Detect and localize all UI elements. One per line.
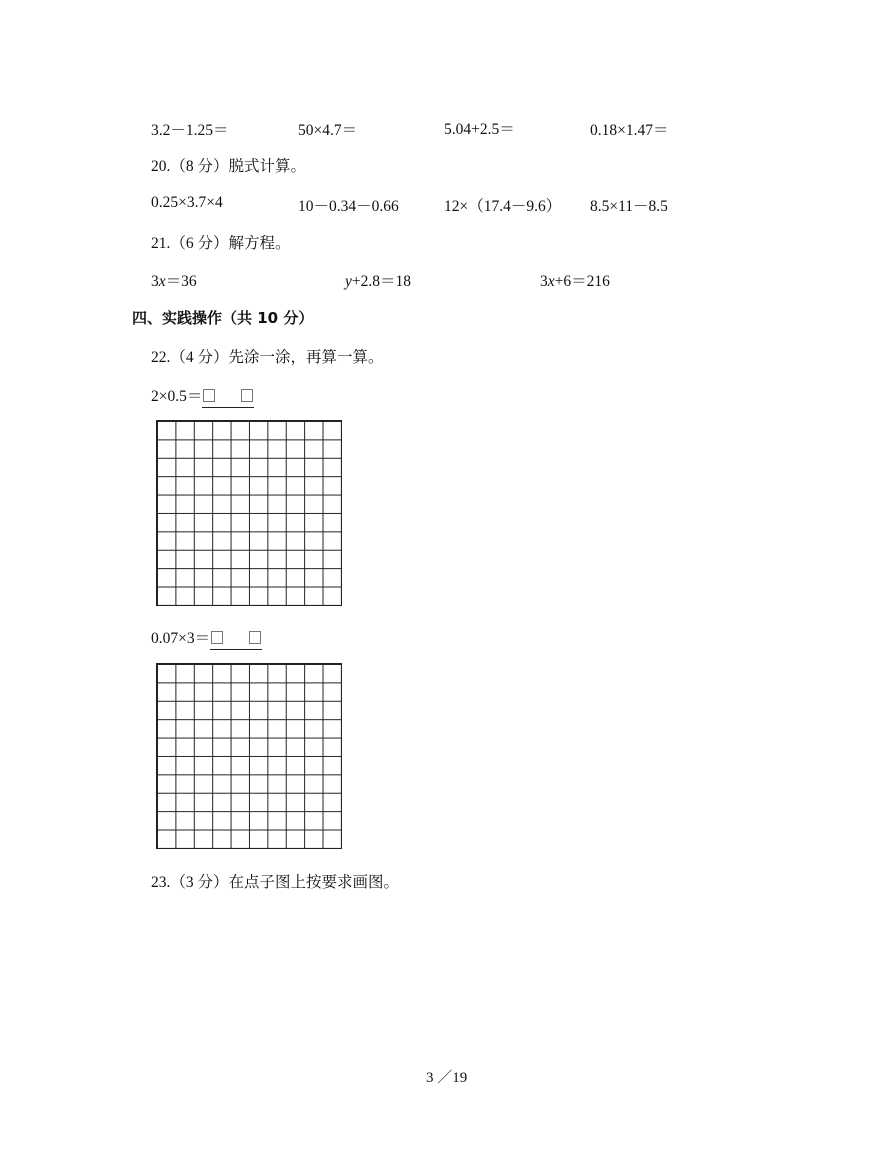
hundred-grid-1[interactable] xyxy=(156,420,342,606)
question-22: 22.（4 分）先涂一涂，再算一算。 xyxy=(151,349,384,366)
question-20: 20.（8 分）脱式计算。 xyxy=(151,158,307,175)
answer-blank-1[interactable] xyxy=(202,388,254,408)
expression-2: 0.07×3＝ xyxy=(151,626,262,650)
calc-item-2: 50×4.7＝ xyxy=(298,122,358,139)
page-number: 3 ／19 xyxy=(426,1070,468,1086)
hundred-grid-2[interactable] xyxy=(156,663,342,849)
calc-item-3: 5.04+2.5＝ xyxy=(444,121,515,138)
calc-item-4: 0.18×1.47＝ xyxy=(590,122,669,139)
stepwise-item-3: 12×（17.4－9.6） xyxy=(444,198,562,215)
stepwise-item-4: 8.5×11－8.5 xyxy=(590,198,668,215)
question-21: 21.（6 分）解方程。 xyxy=(151,235,291,252)
equation-3: 3x+6＝216 xyxy=(540,273,610,290)
stepwise-item-2: 10－0.34－0.66 xyxy=(298,198,399,215)
equation-2: y+2.8＝18 xyxy=(345,273,412,290)
expression-1: 2×0.5＝ xyxy=(151,384,254,408)
calc-item-1: 3.2－1.25＝ xyxy=(151,122,229,139)
stepwise-item-1: 0.25×3.7×4 xyxy=(151,194,223,211)
section-heading: 四、实践操作（共 10 分） xyxy=(132,309,314,327)
equation-1: 3x＝36 xyxy=(151,273,197,290)
question-23: 23.（3 分）在点子图上按要求画图。 xyxy=(151,874,400,891)
answer-blank-2[interactable] xyxy=(210,630,262,650)
